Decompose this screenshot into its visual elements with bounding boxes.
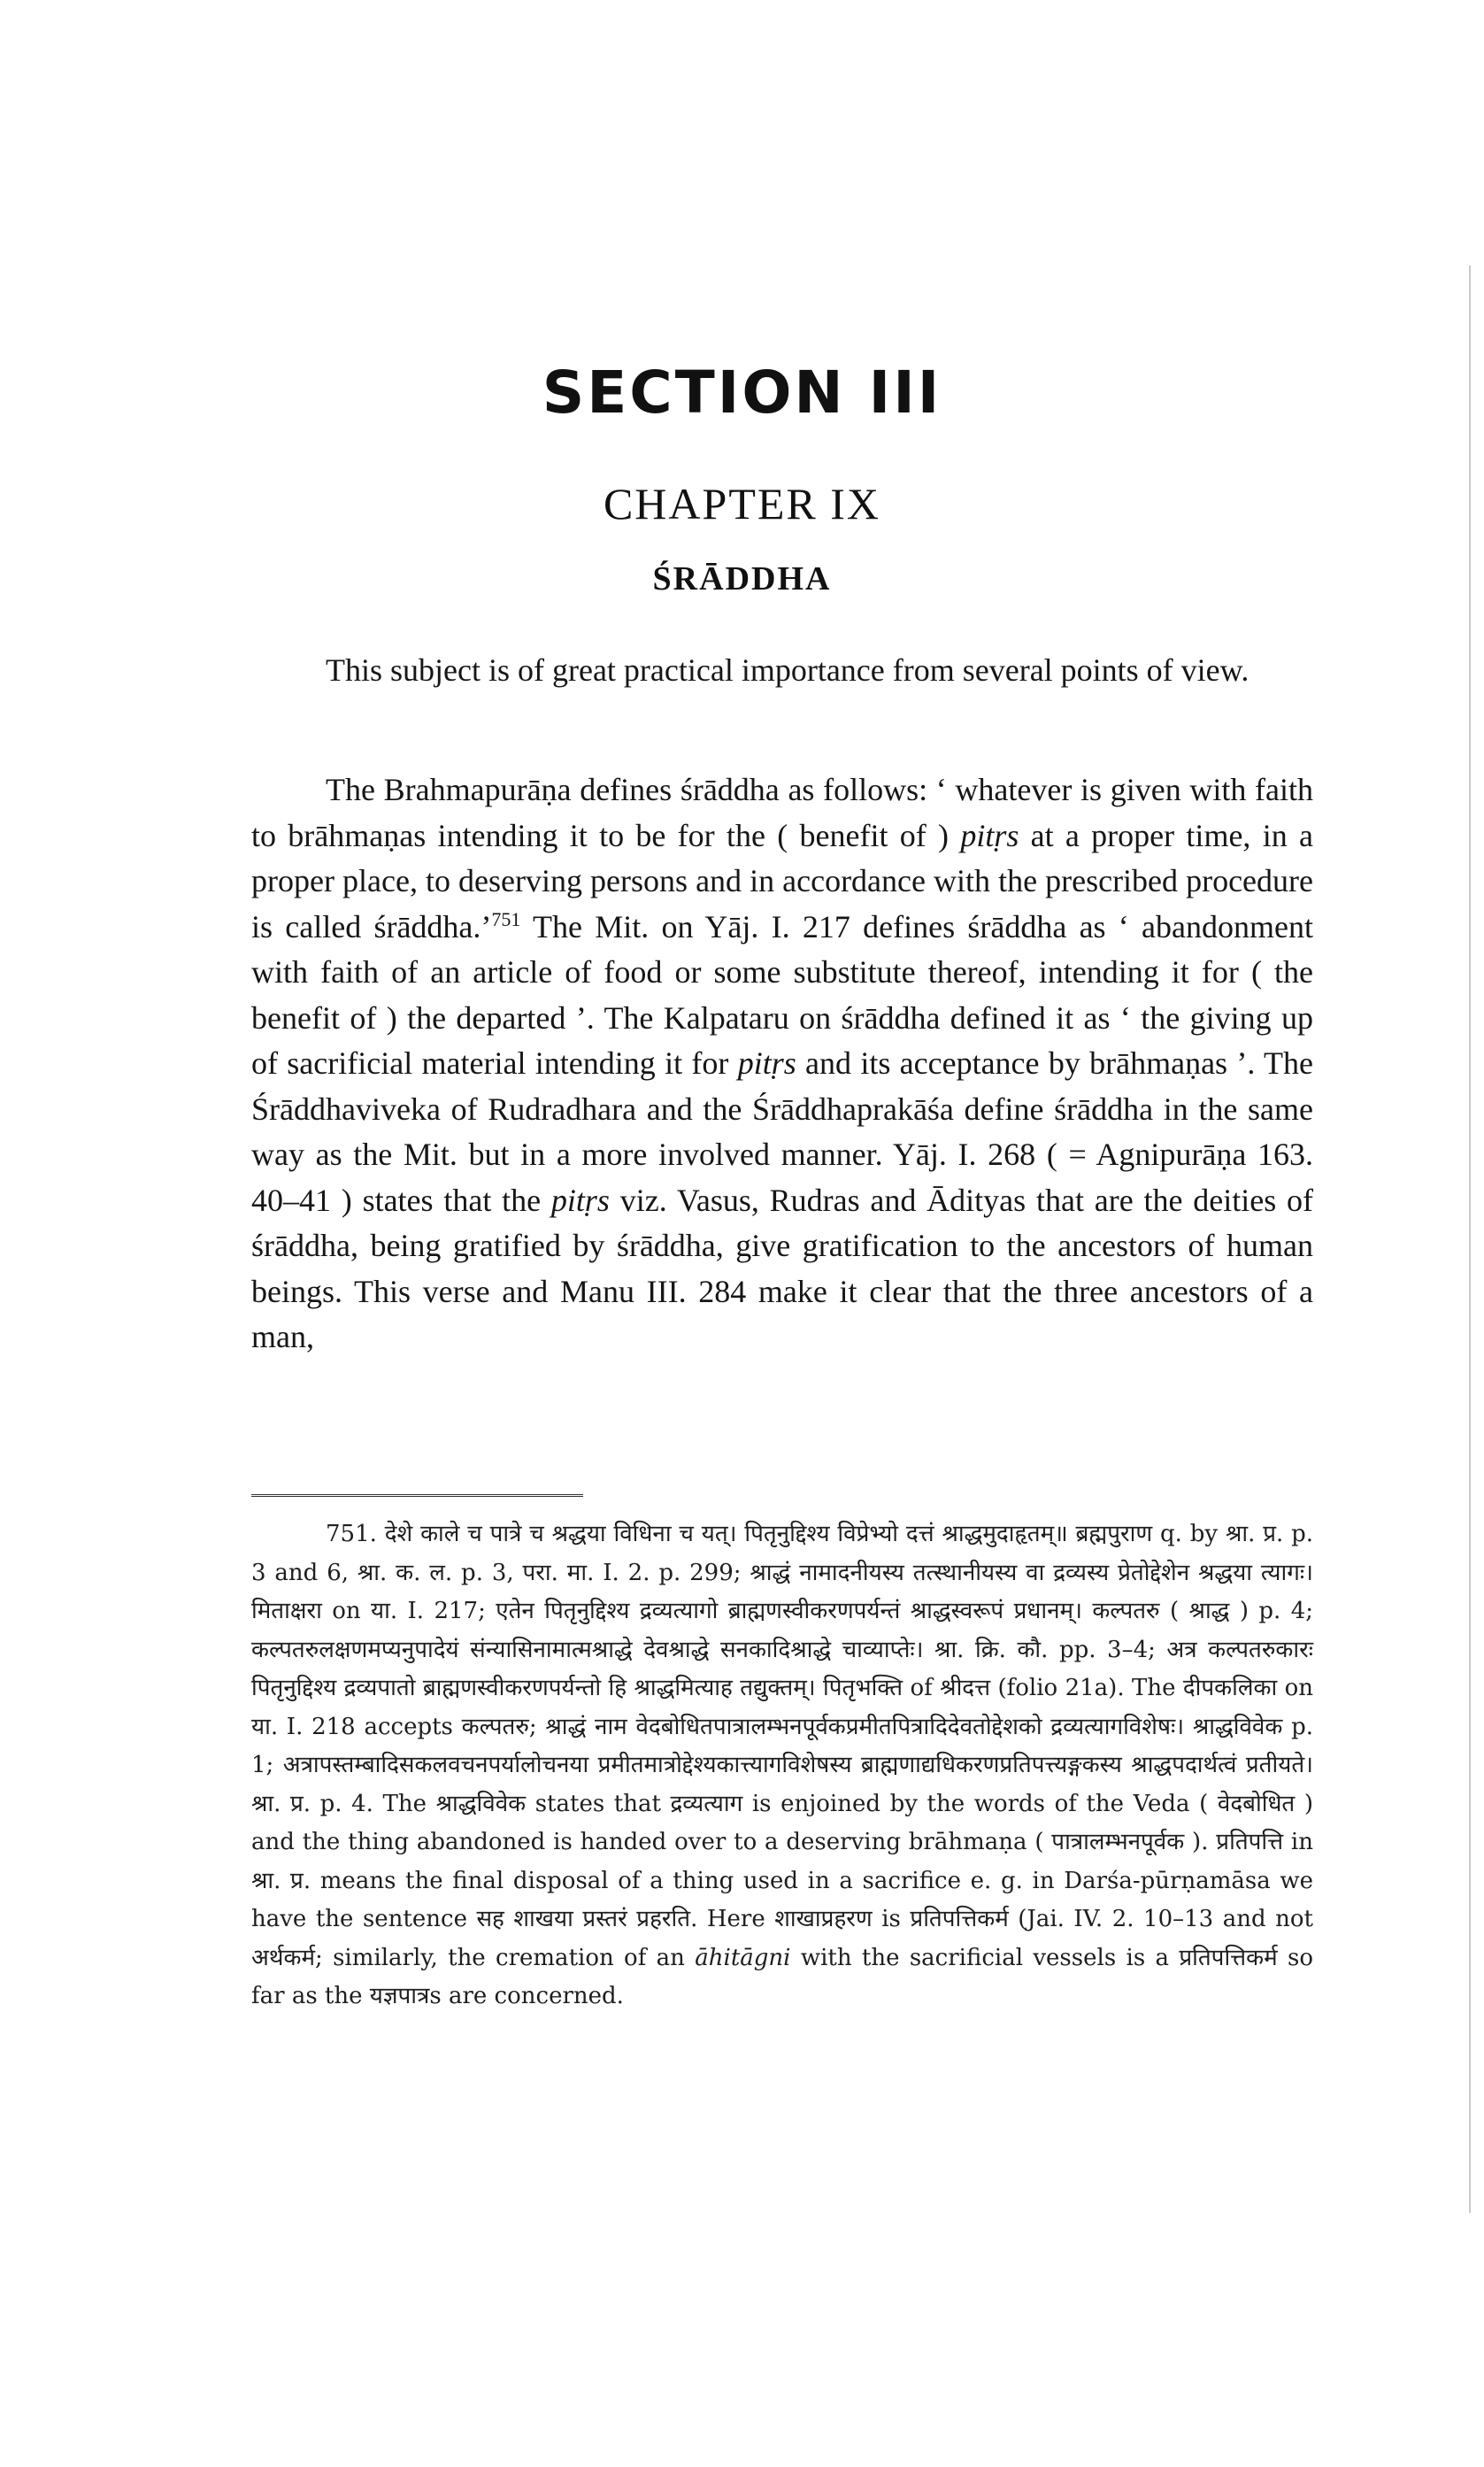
footnote-text <box>251 1515 1313 2016</box>
main-text-part: The Brahmapurāṇa defines śrāddha as follows: ‘ whatever is given with faith to brāhmaṇas intending it to be for the ( benefit of ) <box>251 772 1313 853</box>
italic-term: pitṛs <box>737 1045 796 1081</box>
main-paragraph <box>251 767 1313 1361</box>
main-text-part: at a proper time, in a proper place, to deserving persons and in accordance with the prescribed procedure is called śrāddha.’ <box>251 817 1313 944</box>
italic-term: pitṛs <box>960 817 1019 853</box>
italic-term: pitṛs <box>550 1182 610 1218</box>
footnote-part: 751. देशे काले च पात्रे च श्रद्धया विधिना च यत्। पितृनुद्दिश्य विप्रेभ्यो दत्तं श्राद्धमुदाहृतम्॥ ब्रह्मपुराण q. by श्रा. प्र. p. 3 and 6, श्रा. क. ल. p. 3, परा. मा. I. 2. p. 299; श्राद्धं नामादनीयस्य तत्स्थानीयस्य वा द्रव्यस्य प्रेतोद्देशेन श्रद्धया त्यागः। मिताक्षरा on या. I. 217; एतेन पितृनुद्दिश्य द्रव्यत्यागो ब्राह्मणस्वीकरणपर्यन्तं श्राद्धस्वरूपं प्रधानम्। कल्पतरु ( श्राद्ध ) p. 4; कल्पतरुलक्षणमप्यनुपादेयं संन्यासिनामात्मश्राद्धे देवश्राद्धे सनकादिश्राद्धे चाव्याप्तेः। श्रा. क्रि. कौ. pp. 3–4; अत्र कल्पतरुकारः पितृनुद्दिश्य द्रव्यपातो ब्राह्मणस्वीकरणपर्यन्तो हि श्राद्धमित्याह तद्युक्तम्। पितृभक्ति of श्रीदत्त (folio 21a). The दीपकलिका on या. I. 218 accepts कल्पतरु; श्राद्धं नाम वेदबोधितपात्रालम्भनपूर्वकप्रमीतपित्रादिदेवतोद्देशको द्रव्यत्यागविशेषः। श्राद्धविवेक p. 1; अत्रापस्तम्बादिसकलवचनपर्यालोचनया प्रमीतमात्रोद्देश्यकात्त्यागविशेषस्य ब्राह्मणाद्यधिकरणप्रतिपत्त्यङ्गकस्य श्राद्धपदार्थत्वं प्रतीयते। श्रा. प्र. p. 4. The श्राद्धविवेक states that द्रव्यत्याग is enjoined by the words of the Veda ( वेदबोधित ) and the thing abandoned is handed over to a deserving brāhmaṇa ( पात्रालम्भनपूर्वक ). प्रतिपत्ति in श्रा. प्र. means the final disposal of a thing used in a sacrifice e. g. in Darśa-pūrṇamāsa we have the sentence सह शाखया प्रस्तरं प्रहरति. Here शाखाप्रहरण is प्रतिपत्तिकर्म (Jai. IV. 2. 10–13 and not अर्थकर्म; similarly, the cremation of an <box>251 1521 1313 1971</box>
intro-paragraph <box>251 648 1313 694</box>
footnote-part: with the sacrificial vessels is a प्रतिपत्तिकर्म so far as the यज्ञपात्रs are concerned. <box>251 1944 1313 2009</box>
italic-term: āhitāgni <box>695 1944 791 1971</box>
subject-title: ŚRĀDDHA <box>652 560 832 597</box>
page-edge-line <box>1469 266 1471 2213</box>
main-text-part: viz. Vasus, Rudras and Ādityas that are the deities of śrāddha, being gratified by śrāddha, give gratification to the ancestors of human beings. This verse and Manu III. 284 make it clear that the three ancestors of a man, <box>251 1182 1313 1354</box>
footnote-reference: 751 <box>491 907 521 930</box>
main-text-part: and its acceptance by brāhmaṇas ’. The Śrāddhaviveka of Rudradhara and the Śrāddhaprakāśa define śrāddha in the same way as the Mit. but in a more involved manner. Yāj. I. 268 ( = Agnipurāṇa 163. 40–41 ) states that the <box>251 1045 1314 1218</box>
chapter-title: CHAPTER IX <box>603 479 881 528</box>
section-title: SECTION III <box>542 358 942 427</box>
footnote <box>251 1515 1313 2016</box>
intro-text: This subject is of great practical importance from several points of view. <box>326 652 1249 688</box>
main-text <box>251 767 1313 1361</box>
main-text-part: The Mit. on Yāj. I. 217 defines śrāddha as ‘ abandonment with faith of an article of food or some substitute thereof, intending it for ( the benefit of ) the departed ’. The Kalpataru on śrāddha defined it as ‘ the giving up of sacrificial material intending it for <box>251 908 1313 1081</box>
footnote-divider <box>251 1494 583 1497</box>
